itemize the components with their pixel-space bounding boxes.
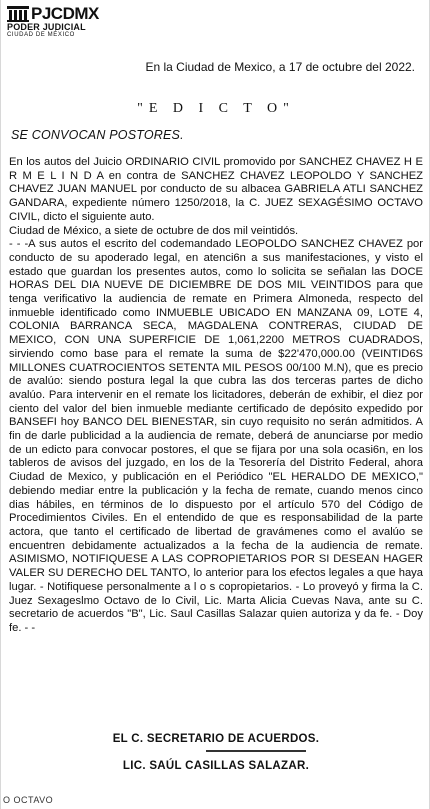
document-body [9, 156, 423, 636]
document-subtitle: SE CONVOCAN POSTORES. [11, 128, 184, 142]
logo-city: CIUDAD DE MÉXICO [7, 32, 75, 38]
paragraph-intro: En los autos del Juicio ORDINARIO CIVIL promovido por SANCHEZ CHAVEZ H E R M E L I N D A en contra de SANCHEZ CHAVEZ LEOPOLDO Y SANCHEZ CHAVEZ JUAN MANUEL por conducto de su albacea GABRIELA ATLI SANCHEZ GANDARA, expediente número 1250/2018, la C. JUEZ SEXAGÉSIMO OCTAVO CIVIL, dicto el siguiente auto. [9, 156, 423, 223]
paragraph-date: Ciudad de México, a siete de octubre de dos mil veintidós. [9, 224, 299, 237]
logo-name: PJCDMX [31, 4, 99, 23]
pjcdmx-logo [7, 5, 117, 49]
logo-subtitle: PODER JUDICIAL [7, 22, 86, 32]
signature-stroke [206, 750, 306, 752]
logo-wordmark [7, 5, 117, 22]
pillars-icon [7, 6, 29, 22]
document-title: "E D I C T O" [137, 101, 295, 116]
signature-title: EL C. SECRETARIO DE ACUERDOS. [112, 733, 320, 745]
paragraph-resolution: - - -A sus autos el escrito del codemandado LEOPOLDO SANCHEZ CHAVEZ por conducto de su apoderado legal, en atenci6n a sus manifestaciones, y visto el estado que guardan los presentes autos, como lo solicita se señalan las DOCE HORAS DEL DIA NUEVE DE DICIEMBRE DE DOS MIL VEINTIDOS para que tenga verificativo la audiencia de remate en Primera Almoneda, respecto del inmueble identificado como INMUEBLE UBICADO EN MANZANA 09, LOTE 4, COLONIA BARRANCA SECA, MAGDALENA CONTRERAS, CIUDAD DE MEXICO, CON UNA SUPERFICIE DE 1,061,2200 METROS CUADRADOS, sirviendo como base para el remate la suma de $22'470,000.00 (VEINTID6S MILLONES CUATROCIENTOS SETENTA MIL PESOS 00/100 M.N), que es precio de avalúo: siendo postura legal la que cubra las dos terceras partes de dicho avalúo. Para intervenir en el remate los licitadores, deberán de exhibir, el diez por ciento del valor del bien inmueble mediante certificado de depósito expedido por BANSEFI hoy BANCO DEL BIENESTAR, sin cuyo requisito no serán admitidos. A fin de darle publicidad a la audiencia de remate, deberá de anunciarse por medio de un edicto para convocar postores, el que se fijara por una sola ocasi6n, en los tableros de avisos del juzgado, en los de la Tesorería del Distrito Federal, ahora Ciudad de Mexico, y publicación en el Periódico "EL HERALDO DE MEXICO," debiendo mediar entre la publicación y la fecha de remate, cuando menos cinco dias hábiles, en términos de lo dispuesto por el artículo 570 del Código de Procedimientos Civiles. En el entendido de que es responsabilidad de la parte actora, que tanto el certificado de libertad de gravámenes como el avalúo se encuentren debidamente actualizados a la fecha de la audiencia de remate. ASIMISMO, NOTIFIQUESE A LAS COPROPIETARIOS POR SI DESEAN HAGER VALER SU DERECHO DEL TANTO, lo anterior para los efectos legales a que haya lugar. - Notifiquese personalmente a l o s copropietarios. - Lo proveyó y firma la C. Juez Sexageslmo Octavo de lo Civil, Lic. Marta Alicia Cuevas Nava, ante su C. secretario de acuerdos "B", Lic. Saul Casillas Salazar quien autoriza y da fe. - Doy fe. - - [9, 238, 423, 634]
signature-name: LIC. SAÚL CASILLAS SALAZAR. [122, 760, 310, 772]
footer-text: O OCTAVO [3, 795, 54, 805]
document-date: En la Ciudad de Mexico, a 17 de octubre del 2022. [145, 60, 415, 74]
